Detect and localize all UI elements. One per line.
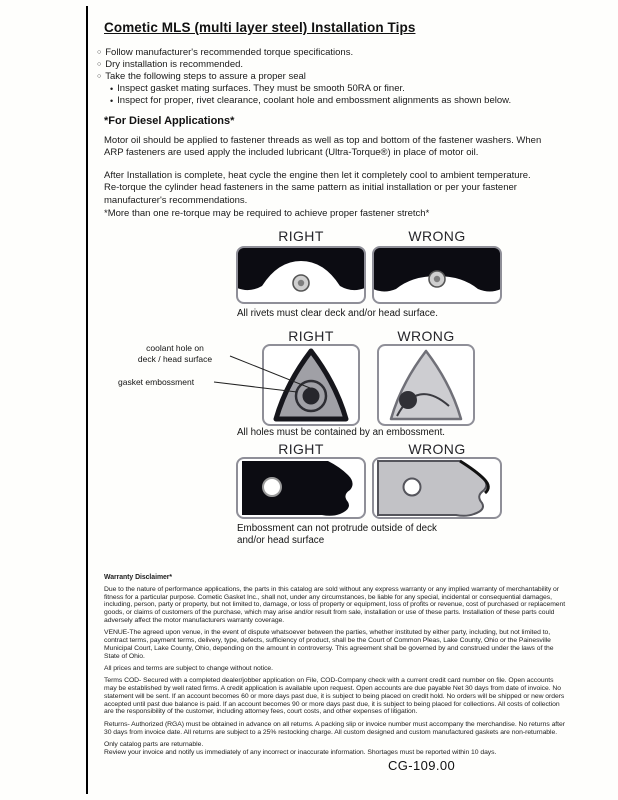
gasket-embossment-callout: gasket embossment <box>118 377 195 387</box>
disclaimer-paragraph: VENUE-The agreed upon venue, in the event of dispute whatsoever between the parties, whether instituted by either party, including, but not limited to, contract terms, payment terms, delivery, type, defects, sufficiency of product, shall be the Court of Common Pleas, Lake County, Ohio or the Painesville Municipal Court, Lake County, Ohio, depending on the amount in controversy. This agreement shall be governed by and construed under the laws of the State of Ohio. <box>104 629 554 660</box>
disclaimer-paragraph: Due to the nature of performance applications, the parts in this catalog are sold without any express warranty or any implied warranty of merchantability or fitness for a particular purpose. Cometic Gasket Inc., shall not, under any circumstances, be liable for any special, incidental or consequential damages, including, person, party or property, but not limited to, damage, or loss of property or equipment, loss of profits or revenue, cost of purchased or replacement goods, or claims of customers of the purchase, which may arise and/or result from sale, installation or use of these parts. Installation of these parts could adversely affect the motor manufacturers warranty coverage. <box>104 585 566 624</box>
list-item <box>97 47 511 59</box>
row1-right-label: RIGHT <box>278 228 324 244</box>
list-item <box>97 71 511 83</box>
warranty-disclaimer <box>104 574 567 761</box>
list-item <box>110 83 511 95</box>
row3-right-label: RIGHT <box>278 441 324 457</box>
row2-caption: All holes must be contained by an embossment. <box>237 427 446 438</box>
list-item <box>110 95 511 107</box>
retorque-note: *More than one re-torque may be required to achieve proper fastener stretch* <box>104 208 430 219</box>
hollow-bullet-icon: ○ <box>97 61 102 68</box>
document-number: CG-109.00 <box>388 758 456 773</box>
hollow-bullet-icon: ○ <box>97 73 102 80</box>
embossment-right-diagram <box>262 344 360 426</box>
coolant-hole-callout <box>125 343 225 364</box>
disclaimer-paragraph: Terms COD- Secured with a completed dealer/jobber application on File, COD-Company check with a current credit card number on file. Open accounts may be established by well rated firms. A credit application is available upon request. Open accounts are due payable Net 30 days from date of invoice. No statement will be sent. If an account becomes 60 or more days past due, it is subject to being placed on credit hold. No orders will be shipped or new orders accepted until past due balance is paid. If an account becomes 90 or more days past due, it is subject to being placed for collections. All costs of collection are the responsibility of the customer, including attorney fees, court costs, and other expenses of litigation. <box>104 677 565 716</box>
row3-caption <box>237 523 437 547</box>
embossment-wrong-diagram <box>377 344 475 426</box>
diesel-applications-heading: *For Diesel Applications* <box>104 115 235 127</box>
protrusion-wrong-diagram <box>372 457 502 519</box>
tips-list <box>97 47 511 107</box>
row2-right-label: RIGHT <box>288 328 334 344</box>
disclaimer-paragraph: Only catalog parts are returnable. <box>104 740 204 748</box>
row3-wrong-label: WRONG <box>408 441 466 457</box>
disclaimer-heading: Warranty Disclaimer* <box>104 574 173 581</box>
tip-text: Follow manufacturer's recommended torque specifications. <box>105 47 354 58</box>
rivet-right-diagram <box>236 246 366 304</box>
page-title: Cometic MLS (multi layer steel) Installation Tips <box>104 20 416 35</box>
row1-wrong-label: WRONG <box>408 228 466 244</box>
callout-line: coolant hole on <box>146 343 204 353</box>
caption-line: and/or head surface <box>237 535 325 546</box>
protrusion-right-diagram <box>236 457 366 519</box>
tip-text: Inspect gasket mating surfaces. They must be smooth 50RA or finer. <box>117 83 405 94</box>
filled-bullet-icon: • <box>110 96 114 106</box>
callout-line: deck / head surface <box>137 353 213 364</box>
hollow-bullet-icon: ○ <box>97 49 102 56</box>
disclaimer-paragraph: Review your invoice and notify us immediately of any incorrect or inaccurate information. Shortages must be reported within 10 days. <box>104 749 497 757</box>
tip-text: Inspect for proper, rivet clearance, coolant hole and embossment alignments as shown below. <box>117 95 512 106</box>
list-item <box>97 59 511 71</box>
tip-text: Take the following steps to assure a proper seal <box>105 71 306 82</box>
caption-line: Embossment can not protrude outside of deck <box>237 523 437 534</box>
rivet-wrong-diagram <box>372 246 502 304</box>
row1-caption: All rivets must clear deck and/or head surface. <box>237 308 438 319</box>
disclaimer-paragraph: Returns- Authorized (RGA) must be obtained in advance on all returns. A packing slip or invoice number must accompany the merchandise. No returns after 30 days from invoice date. All returns are subject to a 25% restocking charge. All custom designed and custom manufactured gaskets are non-returnable. <box>104 720 565 736</box>
left-margin-rule <box>86 6 88 794</box>
diesel-paragraph-heat-cycle: After Installation is complete, heat cycle the engine then let it completely cool to ambient temperature. Re-torque the cylinder head fasteners in the same pattern as initial installation or per your fastener manufacturer's recommendations. <box>104 170 531 206</box>
row2-wrong-label: WRONG <box>397 328 455 344</box>
tip-text: Dry installation is recommended. <box>105 59 244 70</box>
disclaimer-paragraph: All prices and terms are subject to change without notice. <box>104 664 274 672</box>
diesel-paragraph-motor-oil: Motor oil should be applied to fastener threads as well as top and bottom of the fastener washers. When ARP fasteners are used apply the included lubricant (Ultra-Torque®) in place of motor oil. <box>104 135 542 159</box>
filled-bullet-icon: • <box>110 84 114 94</box>
